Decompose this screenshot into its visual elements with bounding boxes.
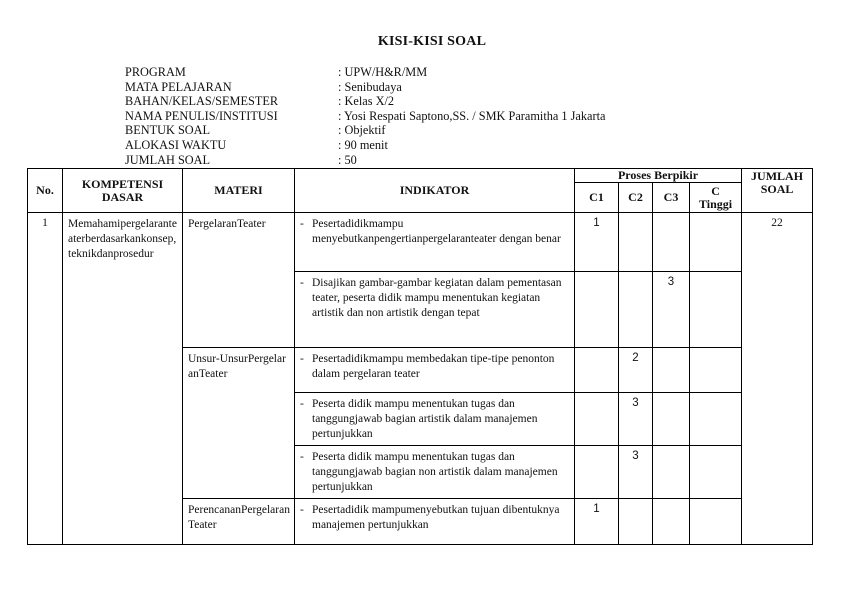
meta-value: : 90 menit xyxy=(338,137,388,152)
meta-value: : 50 xyxy=(338,152,357,167)
header-proses-berpikir: Proses Berpikir xyxy=(575,169,742,183)
indikator-cell xyxy=(295,348,575,393)
indikator-text: Pesertadidikmampu membedakan tipe-tipe penonton dalam pergelaran teater xyxy=(312,353,555,380)
indikator-cell xyxy=(295,393,575,446)
meta-row-penulis xyxy=(125,109,605,124)
c-tinggi-cell xyxy=(690,213,742,272)
c-tinggi-cell xyxy=(690,393,742,446)
meta-row-bentuk-soal xyxy=(125,123,605,138)
meta-label: JUMLAH SOAL xyxy=(125,152,211,167)
table-row xyxy=(28,213,813,272)
c3-cell xyxy=(653,499,690,545)
indikator-text: Disajikan gambar-gambar kegiatan dalam pementasan teater, peserta didik mampu menentukan kegiatan artistik dan non artistik dengan tepat xyxy=(312,277,562,319)
indikator-cell xyxy=(295,499,575,545)
meta-row-program xyxy=(125,65,605,80)
kompetensi-dasar-cell: Memahamipergelaranteaterberdasarkankonsep, teknikdanprosedur xyxy=(63,213,183,545)
materi-cell: PergelaranTeater xyxy=(183,213,295,348)
meta-label: ALOKASI WAKTU xyxy=(125,137,227,152)
c-tinggi-cell xyxy=(690,446,742,499)
jumlah-soal-cell: 22 xyxy=(742,213,813,545)
bullet-dash: - xyxy=(300,398,304,410)
meta-info xyxy=(125,65,605,167)
meta-value: : Kelas X/2 xyxy=(338,94,395,109)
indikator-text: Peserta didik mampu menentukan tugas dan tanggungjawab bagian artistik dalam manajemen pertunjukkan xyxy=(312,398,538,440)
document-title: KISI-KISI SOAL xyxy=(377,34,487,49)
c3-cell xyxy=(653,213,690,272)
c2-cell: 3 xyxy=(619,393,653,446)
c2-cell: 3 xyxy=(619,446,653,499)
meta-value: : Senibudaya xyxy=(338,79,402,94)
c2-cell xyxy=(619,499,653,545)
header-c3: C3 xyxy=(653,183,690,213)
row-number: 1 xyxy=(28,213,63,545)
bullet-dash: - xyxy=(300,277,304,289)
meta-label: MATA PELAJARAN xyxy=(125,79,232,94)
indikator-text: Pesertadidikmampu menyebutkanpengertianpergelaranteater dengan benar xyxy=(312,218,561,245)
c3-cell xyxy=(653,393,690,446)
header-materi: MATERI xyxy=(183,169,295,213)
materi-cell: Unsur-UnsurPergelaranTeater xyxy=(183,348,295,499)
header-c-tinggi: C Tinggi xyxy=(690,183,742,213)
c3-cell xyxy=(653,348,690,393)
bullet-dash: - xyxy=(300,504,304,516)
meta-value: : UPW/H&R/MM xyxy=(338,65,428,79)
indikator-cell xyxy=(295,213,575,272)
c1-cell: 1 xyxy=(575,213,619,272)
c1-cell xyxy=(575,446,619,499)
indikator-cell xyxy=(295,446,575,499)
c2-cell: 2 xyxy=(619,348,653,393)
header-no: No. xyxy=(28,169,63,213)
indikator-cell xyxy=(295,272,575,348)
materi-cell: PerencananPergelaranTeater xyxy=(183,499,295,545)
c1-cell xyxy=(575,348,619,393)
bullet-dash: - xyxy=(300,353,304,365)
header-c1: C1 xyxy=(575,183,619,213)
meta-row-bahan-kelas xyxy=(125,94,605,109)
c2-cell xyxy=(619,213,653,272)
meta-row-mata-pelajaran xyxy=(125,80,605,95)
c3-cell: 3 xyxy=(653,272,690,348)
meta-row-alokasi-waktu xyxy=(125,138,605,153)
meta-row-jumlah-soal xyxy=(125,153,605,168)
c-tinggi-cell xyxy=(690,272,742,348)
c3-cell xyxy=(653,446,690,499)
meta-value: : Objektif xyxy=(338,123,386,138)
header-indikator: INDIKATOR xyxy=(295,169,575,213)
meta-value: : Yosi Respati Saptono,SS. / SMK Paramitha 1 Jakarta xyxy=(338,108,606,123)
c-tinggi-cell xyxy=(690,348,742,393)
c2-cell xyxy=(619,272,653,348)
c1-cell xyxy=(575,272,619,348)
indikator-text: Peserta didik mampu menentukan tugas dan tanggungjawab bagian non artistik dalam manajemen pertunjukkan xyxy=(312,451,558,493)
bullet-dash: - xyxy=(300,451,304,463)
header-jumlah-soal: JUMLAH SOAL xyxy=(742,169,813,213)
c1-cell: 1 xyxy=(575,499,619,545)
c-tinggi-cell xyxy=(690,499,742,545)
kisi-kisi-table xyxy=(27,168,813,545)
indikator-text: Pesertadidik mampumenyebutkan tujuan dibentuknya manajemen pertunjukkan xyxy=(312,504,560,531)
c1-cell xyxy=(575,393,619,446)
meta-label: PROGRAM xyxy=(125,65,186,79)
meta-label: BENTUK SOAL xyxy=(125,123,211,138)
header-c2: C2 xyxy=(619,183,653,213)
meta-label: BAHAN/KELAS/SEMESTER xyxy=(125,94,279,109)
meta-label: NAMA PENULIS/INSTITUSI xyxy=(125,108,278,123)
bullet-dash: - xyxy=(300,218,304,230)
header-kompetensi-dasar: KOMPETENSI DASAR xyxy=(63,169,183,213)
